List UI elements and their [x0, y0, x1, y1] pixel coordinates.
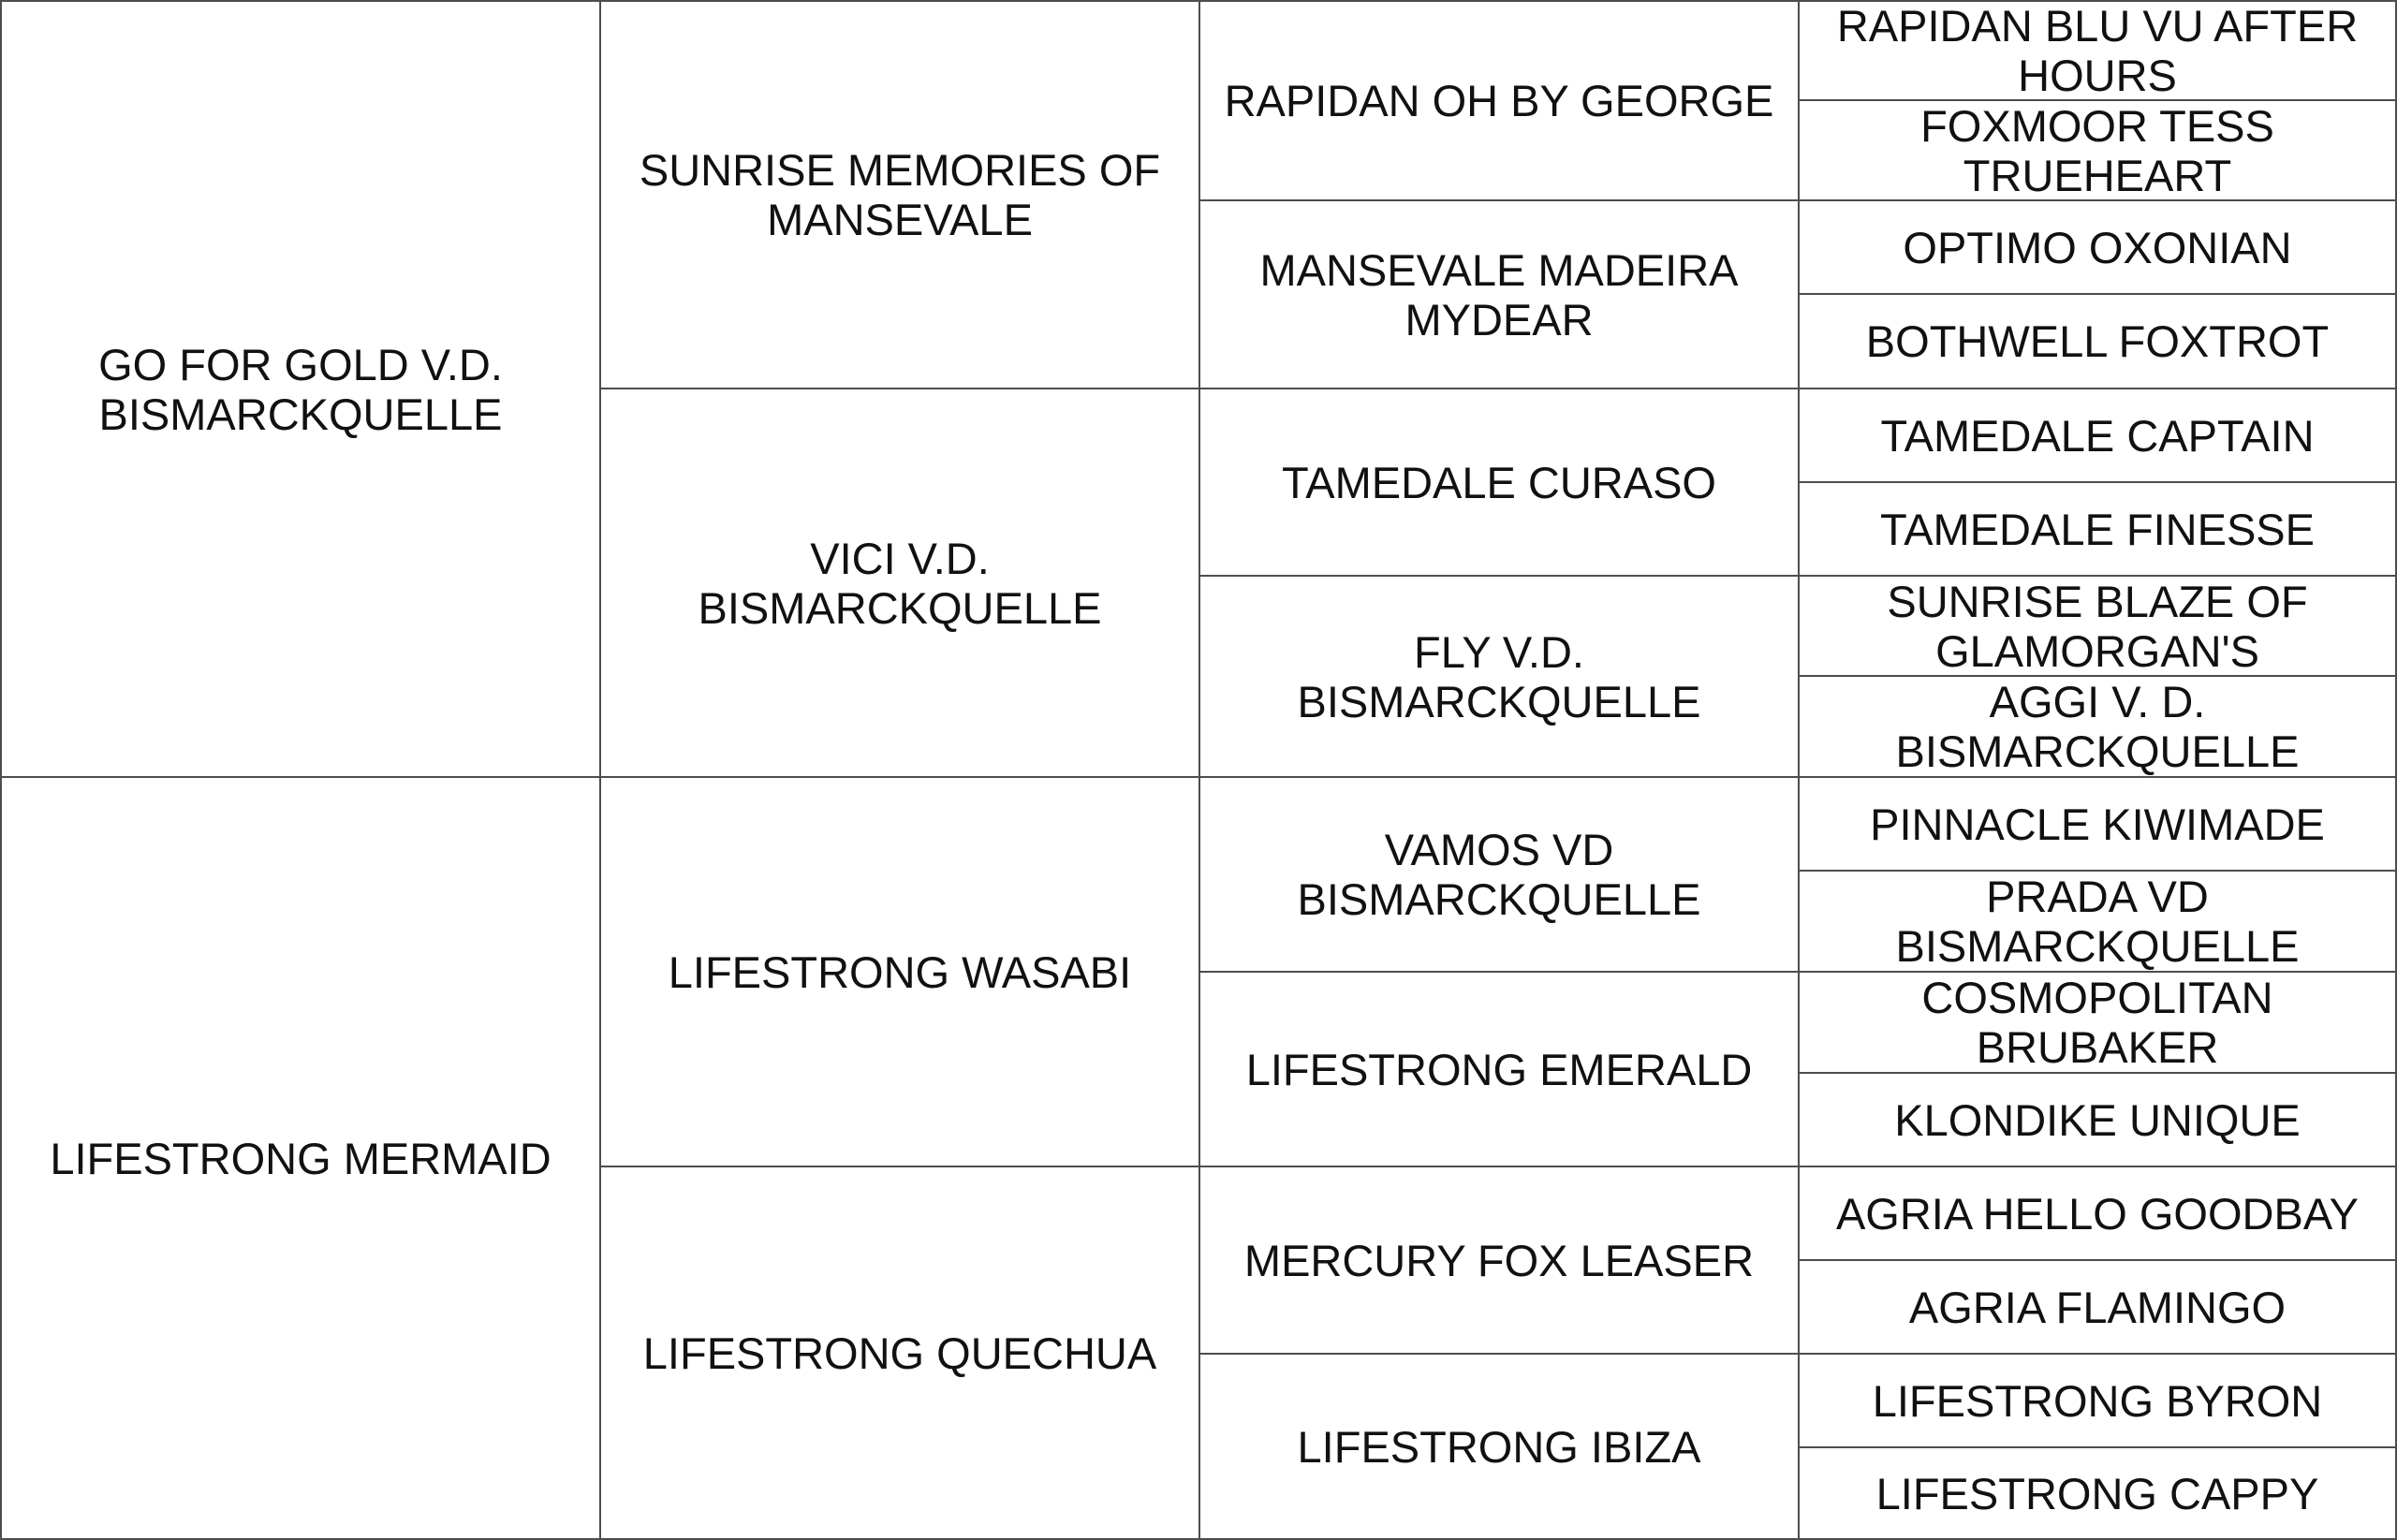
gen2-sire-sire-name: SUNRISE MEMORIES OF MANSEVALE: [639, 145, 1161, 244]
gen4-cell-3: [1798, 199, 2397, 293]
gen4-name-16: LIFESTRONG CAPPY: [1875, 1468, 2319, 1518]
gen4-name-13: AGRIA HELLO GOODBAY: [1835, 1188, 2360, 1239]
gen4-name-8: AGGI V. D. BISMARCKQUELLE: [1895, 677, 2300, 776]
gen4-cell-16: [1798, 1446, 2397, 1540]
gen4-cell-12: [1798, 1072, 2397, 1166]
gen3-cell-6: [1198, 971, 1798, 1166]
gen4-cell-5: [1798, 388, 2397, 481]
gen4-cell-2: [1798, 99, 2397, 199]
gen4-name-10: PRADA VD BISMARCKQUELLE: [1895, 872, 2300, 971]
gen3-cell-8: [1198, 1353, 1798, 1540]
gen4-name-4: BOTHWELL FOXTROT: [1865, 316, 2330, 366]
gen4-cell-11: [1798, 971, 2397, 1072]
gen3-cell-3: [1198, 388, 1798, 575]
gen3-name-8: LIFESTRONG IBIZA: [1297, 1421, 1701, 1472]
gen2-sire-dam-name: VICI V.D. BISMARCKQUELLE: [698, 533, 1102, 633]
gen3-name-1: RAPIDAN OH BY GEORGE: [1224, 76, 1774, 125]
gen4-name-15: LIFESTRONG BYRON: [1872, 1375, 2323, 1426]
gen3-cell-7: [1198, 1166, 1798, 1353]
gen4-name-5: TAMEDALE CAPTAIN: [1880, 410, 2315, 461]
gen3-cell-4: [1198, 575, 1798, 776]
gen4-name-9: PINNACLE KIWIMADE: [1870, 799, 2325, 849]
gen4-cell-13: [1798, 1166, 2397, 1259]
gen4-cell-1: [1798, 0, 2397, 99]
gen1-dam-name: LIFESTRONG MERMAID: [50, 1133, 551, 1183]
gen3-name-4: FLY V.D. BISMARCKQUELLE: [1297, 626, 1701, 726]
gen4-name-1: RAPIDAN BLU VU AFTER HOURS: [1836, 1, 2359, 99]
gen4-cell-9: [1798, 776, 2397, 870]
gen4-name-14: AGRIA FLAMINGO: [1908, 1282, 2287, 1332]
gen4-cell-10: [1798, 870, 2397, 971]
gen1-sire-name: GO FOR GOLD V.D. BISMARCKQUELLE: [98, 339, 503, 439]
gen3-cell-2: [1198, 199, 1798, 388]
gen2-dam-dam-name: LIFESTRONG QUECHUA: [642, 1327, 1157, 1378]
gen4-cell-14: [1798, 1259, 2397, 1353]
gen3-name-5: VAMOS VD BISMARCKQUELLE: [1297, 825, 1701, 924]
gen3-name-7: MERCURY FOX LEASER: [1243, 1235, 1755, 1285]
gen3-cell-5: [1198, 776, 1798, 971]
gen1-dam: [0, 776, 599, 1540]
gen4-name-2: FOXMOOR TESS TRUEHEART: [1920, 100, 2274, 199]
gen4-cell-8: [1798, 675, 2397, 776]
gen3-name-6: LIFESTRONG EMERALD: [1245, 1044, 1753, 1094]
gen2-dam-sire-name: LIFESTRONG WASABI: [668, 946, 1132, 997]
gen4-name-12: KLONDIKE UNIQUE: [1894, 1094, 2301, 1145]
gen3-cell-1: [1198, 0, 1798, 199]
gen4-name-6: TAMEDALE FINESSE: [1879, 504, 2315, 554]
gen4-cell-7: [1798, 575, 2397, 675]
gen4-name-7: SUNRISE BLAZE OF GLAMORGAN'S: [1887, 576, 2308, 675]
gen2-dam-dam: [599, 1166, 1198, 1540]
gen4-cell-4: [1798, 293, 2397, 388]
gen4-cell-15: [1798, 1353, 2397, 1446]
gen4-name-3: OPTIMO OXONIAN: [1903, 222, 2292, 272]
gen1-sire: [0, 0, 599, 776]
gen4-name-11: COSMOPOLITAN BRUBAKER: [1921, 973, 2273, 1072]
gen3-name-2: MANSEVALE MADEIRA MYDEAR: [1259, 244, 1739, 345]
gen3-name-3: TAMEDALE CURASO: [1282, 457, 1716, 507]
gen2-sire-dam: [599, 388, 1198, 776]
gen4-cell-6: [1798, 481, 2397, 575]
gen2-sire-sire: [599, 0, 1198, 388]
gen2-dam-sire: [599, 776, 1198, 1166]
